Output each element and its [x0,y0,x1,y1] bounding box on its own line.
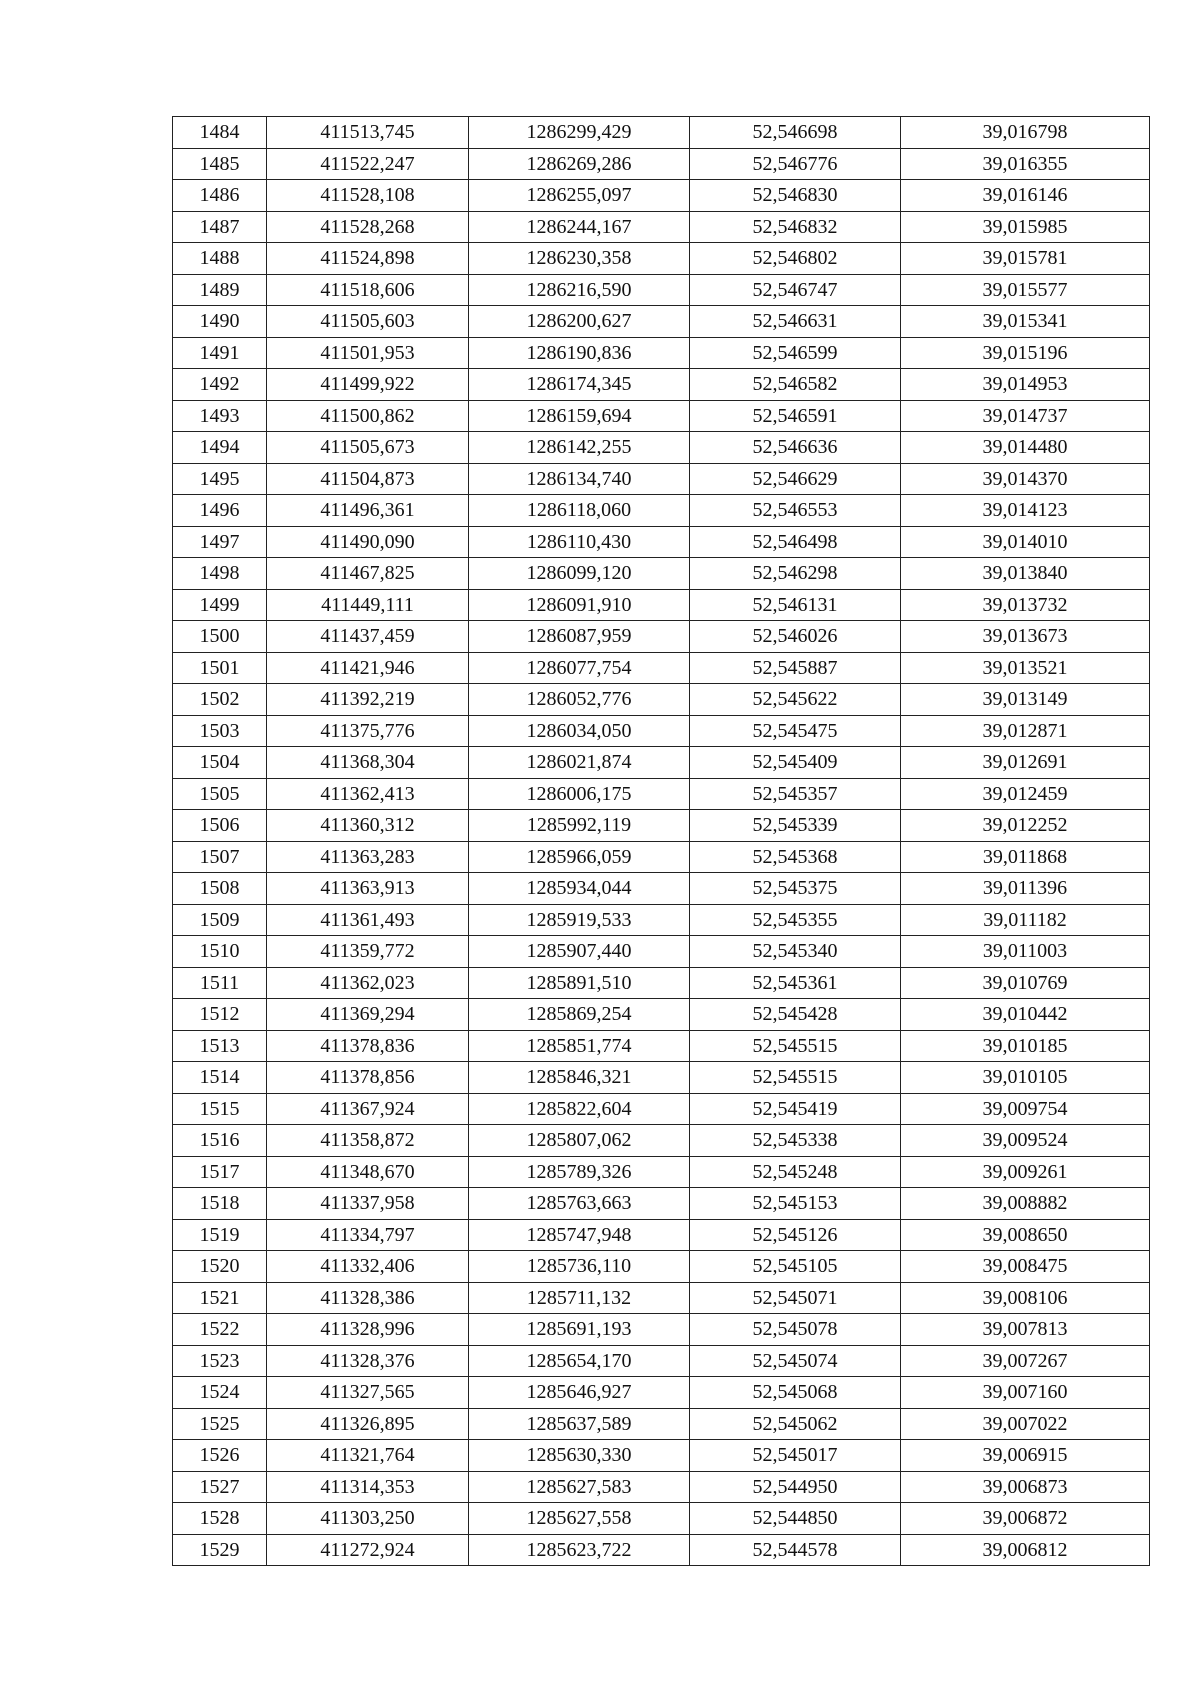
point-number-cell: 1491 [173,337,267,369]
point-number-cell: 1508 [173,873,267,905]
latitude-cell: 52,545062 [690,1408,901,1440]
y-coordinate-cell: 1285637,589 [469,1408,690,1440]
latitude-cell: 52,545340 [690,936,901,968]
latitude-cell: 52,545475 [690,715,901,747]
y-coordinate-cell: 1285891,510 [469,967,690,999]
point-number-cell: 1505 [173,778,267,810]
table-row [173,999,1150,1031]
point-number-cell: 1504 [173,747,267,779]
table-row [173,1471,1150,1503]
x-coordinate-cell: 411500,862 [267,400,469,432]
y-coordinate-cell: 1286087,959 [469,621,690,653]
latitude-cell: 52,545068 [690,1377,901,1409]
coordinates-table [172,116,1150,1566]
y-coordinate-cell: 1286230,358 [469,243,690,275]
point-number-cell: 1488 [173,243,267,275]
latitude-cell: 52,544850 [690,1503,901,1535]
latitude-cell: 52,545622 [690,684,901,716]
longitude-cell: 39,015577 [901,274,1150,306]
table-row [173,841,1150,873]
y-coordinate-cell: 1285907,440 [469,936,690,968]
x-coordinate-cell: 411368,304 [267,747,469,779]
longitude-cell: 39,011182 [901,904,1150,936]
x-coordinate-cell: 411348,670 [267,1156,469,1188]
latitude-cell: 52,544950 [690,1471,901,1503]
longitude-cell: 39,013521 [901,652,1150,684]
point-number-cell: 1502 [173,684,267,716]
latitude-cell: 52,546832 [690,211,901,243]
point-number-cell: 1522 [173,1314,267,1346]
x-coordinate-cell: 411378,836 [267,1030,469,1062]
longitude-cell: 39,006872 [901,1503,1150,1535]
table-row [173,873,1150,905]
table-row [173,715,1150,747]
point-number-cell: 1500 [173,621,267,653]
y-coordinate-cell: 1285822,604 [469,1093,690,1125]
longitude-cell: 39,008650 [901,1219,1150,1251]
table-row [173,243,1150,275]
point-number-cell: 1523 [173,1345,267,1377]
y-coordinate-cell: 1285807,062 [469,1125,690,1157]
y-coordinate-cell: 1285736,110 [469,1251,690,1283]
y-coordinate-cell: 1285747,948 [469,1219,690,1251]
point-number-cell: 1486 [173,180,267,212]
longitude-cell: 39,011396 [901,873,1150,905]
latitude-cell: 52,545355 [690,904,901,936]
x-coordinate-cell: 411326,895 [267,1408,469,1440]
latitude-cell: 52,545368 [690,841,901,873]
y-coordinate-cell: 1285630,330 [469,1440,690,1472]
x-coordinate-cell: 411363,913 [267,873,469,905]
x-coordinate-cell: 411362,413 [267,778,469,810]
y-coordinate-cell: 1286034,050 [469,715,690,747]
latitude-cell: 52,546629 [690,463,901,495]
table-row [173,180,1150,212]
point-number-cell: 1492 [173,369,267,401]
longitude-cell: 39,013732 [901,589,1150,621]
point-number-cell: 1529 [173,1534,267,1566]
latitude-cell: 52,545887 [690,652,901,684]
longitude-cell: 39,012459 [901,778,1150,810]
x-coordinate-cell: 411314,353 [267,1471,469,1503]
y-coordinate-cell: 1285691,193 [469,1314,690,1346]
latitude-cell: 52,545419 [690,1093,901,1125]
x-coordinate-cell: 411363,283 [267,841,469,873]
y-coordinate-cell: 1286006,175 [469,778,690,810]
point-number-cell: 1519 [173,1219,267,1251]
x-coordinate-cell: 411303,250 [267,1503,469,1535]
latitude-cell: 52,545338 [690,1125,901,1157]
longitude-cell: 39,015341 [901,306,1150,338]
y-coordinate-cell: 1285934,044 [469,873,690,905]
longitude-cell: 39,011868 [901,841,1150,873]
latitude-cell: 52,545515 [690,1030,901,1062]
point-number-cell: 1499 [173,589,267,621]
y-coordinate-cell: 1286091,910 [469,589,690,621]
latitude-cell: 52,545515 [690,1062,901,1094]
y-coordinate-cell: 1286200,627 [469,306,690,338]
y-coordinate-cell: 1285711,132 [469,1282,690,1314]
table-row [173,1440,1150,1472]
y-coordinate-cell: 1286077,754 [469,652,690,684]
y-coordinate-cell: 1286299,429 [469,117,690,149]
y-coordinate-cell: 1285992,119 [469,810,690,842]
point-number-cell: 1497 [173,526,267,558]
latitude-cell: 52,545248 [690,1156,901,1188]
x-coordinate-cell: 411467,825 [267,558,469,590]
latitude-cell: 52,545105 [690,1251,901,1283]
longitude-cell: 39,010185 [901,1030,1150,1062]
x-coordinate-cell: 411505,603 [267,306,469,338]
point-number-cell: 1527 [173,1471,267,1503]
x-coordinate-cell: 411528,108 [267,180,469,212]
table-row [173,652,1150,684]
table-row [173,1125,1150,1157]
longitude-cell: 39,015196 [901,337,1150,369]
x-coordinate-cell: 411496,361 [267,495,469,527]
point-number-cell: 1516 [173,1125,267,1157]
longitude-cell: 39,007267 [901,1345,1150,1377]
table-row [173,117,1150,149]
point-number-cell: 1521 [173,1282,267,1314]
point-number-cell: 1503 [173,715,267,747]
point-number-cell: 1514 [173,1062,267,1094]
y-coordinate-cell: 1285851,774 [469,1030,690,1062]
latitude-cell: 52,546591 [690,400,901,432]
y-coordinate-cell: 1286159,694 [469,400,690,432]
point-number-cell: 1489 [173,274,267,306]
point-number-cell: 1494 [173,432,267,464]
longitude-cell: 39,014123 [901,495,1150,527]
table-row [173,1062,1150,1094]
x-coordinate-cell: 411367,924 [267,1093,469,1125]
y-coordinate-cell: 1285869,254 [469,999,690,1031]
y-coordinate-cell: 1285654,170 [469,1345,690,1377]
longitude-cell: 39,016146 [901,180,1150,212]
longitude-cell: 39,011003 [901,936,1150,968]
y-coordinate-cell: 1286118,060 [469,495,690,527]
point-number-cell: 1520 [173,1251,267,1283]
longitude-cell: 39,014370 [901,463,1150,495]
point-number-cell: 1512 [173,999,267,1031]
latitude-cell: 52,546830 [690,180,901,212]
longitude-cell: 39,014737 [901,400,1150,432]
latitude-cell: 52,546698 [690,117,901,149]
y-coordinate-cell: 1285627,583 [469,1471,690,1503]
latitude-cell: 52,546498 [690,526,901,558]
latitude-cell: 52,546631 [690,306,901,338]
longitude-cell: 39,008882 [901,1188,1150,1220]
x-coordinate-cell: 411437,459 [267,621,469,653]
longitude-cell: 39,006812 [901,1534,1150,1566]
x-coordinate-cell: 411499,922 [267,369,469,401]
longitude-cell: 39,015781 [901,243,1150,275]
point-number-cell: 1485 [173,148,267,180]
latitude-cell: 52,545428 [690,999,901,1031]
y-coordinate-cell: 1286099,120 [469,558,690,590]
x-coordinate-cell: 411334,797 [267,1219,469,1251]
table-row [173,274,1150,306]
x-coordinate-cell: 411378,856 [267,1062,469,1094]
latitude-cell: 52,545071 [690,1282,901,1314]
longitude-cell: 39,012691 [901,747,1150,779]
table-row [173,337,1150,369]
coordinates-table-body [173,117,1150,1566]
y-coordinate-cell: 1286110,430 [469,526,690,558]
x-coordinate-cell: 411321,764 [267,1440,469,1472]
longitude-cell: 39,013149 [901,684,1150,716]
x-coordinate-cell: 411328,386 [267,1282,469,1314]
y-coordinate-cell: 1286174,345 [469,369,690,401]
latitude-cell: 52,545017 [690,1440,901,1472]
x-coordinate-cell: 411501,953 [267,337,469,369]
table-row [173,936,1150,968]
point-number-cell: 1487 [173,211,267,243]
point-number-cell: 1510 [173,936,267,968]
x-coordinate-cell: 411375,776 [267,715,469,747]
longitude-cell: 39,006873 [901,1471,1150,1503]
x-coordinate-cell: 411328,376 [267,1345,469,1377]
longitude-cell: 39,015985 [901,211,1150,243]
longitude-cell: 39,009261 [901,1156,1150,1188]
table-row [173,526,1150,558]
point-number-cell: 1507 [173,841,267,873]
x-coordinate-cell: 411272,924 [267,1534,469,1566]
y-coordinate-cell: 1285919,533 [469,904,690,936]
y-coordinate-cell: 1285627,558 [469,1503,690,1535]
latitude-cell: 52,545153 [690,1188,901,1220]
point-number-cell: 1528 [173,1503,267,1535]
x-coordinate-cell: 411513,745 [267,117,469,149]
x-coordinate-cell: 411327,565 [267,1377,469,1409]
table-row [173,1503,1150,1535]
longitude-cell: 39,014953 [901,369,1150,401]
y-coordinate-cell: 1286142,255 [469,432,690,464]
longitude-cell: 39,009754 [901,1093,1150,1125]
latitude-cell: 52,545078 [690,1314,901,1346]
point-number-cell: 1513 [173,1030,267,1062]
point-number-cell: 1515 [173,1093,267,1125]
table-row [173,369,1150,401]
longitude-cell: 39,006915 [901,1440,1150,1472]
point-number-cell: 1496 [173,495,267,527]
y-coordinate-cell: 1286255,097 [469,180,690,212]
longitude-cell: 39,008475 [901,1251,1150,1283]
point-number-cell: 1495 [173,463,267,495]
x-coordinate-cell: 411449,111 [267,589,469,621]
table-row [173,747,1150,779]
x-coordinate-cell: 411361,493 [267,904,469,936]
point-number-cell: 1506 [173,810,267,842]
table-row [173,1156,1150,1188]
x-coordinate-cell: 411505,673 [267,432,469,464]
longitude-cell: 39,010442 [901,999,1150,1031]
table-row [173,211,1150,243]
latitude-cell: 52,544578 [690,1534,901,1566]
table-row [173,306,1150,338]
longitude-cell: 39,016355 [901,148,1150,180]
table-row [173,1345,1150,1377]
point-number-cell: 1501 [173,652,267,684]
x-coordinate-cell: 411337,958 [267,1188,469,1220]
longitude-cell: 39,014010 [901,526,1150,558]
latitude-cell: 52,546026 [690,621,901,653]
latitude-cell: 52,545357 [690,778,901,810]
latitude-cell: 52,545126 [690,1219,901,1251]
table-row [173,810,1150,842]
point-number-cell: 1498 [173,558,267,590]
longitude-cell: 39,009524 [901,1125,1150,1157]
latitude-cell: 52,546599 [690,337,901,369]
table-row [173,684,1150,716]
x-coordinate-cell: 411332,406 [267,1251,469,1283]
latitude-cell: 52,546802 [690,243,901,275]
longitude-cell: 39,016798 [901,117,1150,149]
table-row [173,432,1150,464]
table-row [173,463,1150,495]
y-coordinate-cell: 1285789,326 [469,1156,690,1188]
latitude-cell: 52,545339 [690,810,901,842]
y-coordinate-cell: 1285623,722 [469,1534,690,1566]
x-coordinate-cell: 411369,294 [267,999,469,1031]
x-coordinate-cell: 411524,898 [267,243,469,275]
point-number-cell: 1525 [173,1408,267,1440]
longitude-cell: 39,012252 [901,810,1150,842]
point-number-cell: 1493 [173,400,267,432]
table-row [173,621,1150,653]
point-number-cell: 1484 [173,117,267,149]
latitude-cell: 52,546747 [690,274,901,306]
latitude-cell: 52,546636 [690,432,901,464]
point-number-cell: 1526 [173,1440,267,1472]
y-coordinate-cell: 1286134,740 [469,463,690,495]
table-row [173,400,1150,432]
x-coordinate-cell: 411358,872 [267,1125,469,1157]
longitude-cell: 39,007813 [901,1314,1150,1346]
longitude-cell: 39,007022 [901,1408,1150,1440]
longitude-cell: 39,014480 [901,432,1150,464]
x-coordinate-cell: 411328,996 [267,1314,469,1346]
table-row [173,1282,1150,1314]
table-row [173,1188,1150,1220]
longitude-cell: 39,012871 [901,715,1150,747]
table-row [173,558,1150,590]
point-number-cell: 1524 [173,1377,267,1409]
x-coordinate-cell: 411518,606 [267,274,469,306]
x-coordinate-cell: 411360,312 [267,810,469,842]
y-coordinate-cell: 1286216,590 [469,274,690,306]
longitude-cell: 39,008106 [901,1282,1150,1314]
latitude-cell: 52,545375 [690,873,901,905]
latitude-cell: 52,545074 [690,1345,901,1377]
longitude-cell: 39,007160 [901,1377,1150,1409]
longitude-cell: 39,010105 [901,1062,1150,1094]
latitude-cell: 52,546298 [690,558,901,590]
latitude-cell: 52,546553 [690,495,901,527]
x-coordinate-cell: 411504,873 [267,463,469,495]
y-coordinate-cell: 1285646,927 [469,1377,690,1409]
table-row [173,1534,1150,1566]
y-coordinate-cell: 1286021,874 [469,747,690,779]
longitude-cell: 39,010769 [901,967,1150,999]
point-number-cell: 1518 [173,1188,267,1220]
longitude-cell: 39,013673 [901,621,1150,653]
table-row [173,1314,1150,1346]
table-row [173,1408,1150,1440]
y-coordinate-cell: 1286269,286 [469,148,690,180]
latitude-cell: 52,546582 [690,369,901,401]
table-row [173,1030,1150,1062]
point-number-cell: 1517 [173,1156,267,1188]
table-row [173,967,1150,999]
y-coordinate-cell: 1286190,836 [469,337,690,369]
point-number-cell: 1509 [173,904,267,936]
y-coordinate-cell: 1285763,663 [469,1188,690,1220]
x-coordinate-cell: 411421,946 [267,652,469,684]
table-row [173,1093,1150,1125]
table-row [173,1219,1150,1251]
x-coordinate-cell: 411490,090 [267,526,469,558]
table-row [173,904,1150,936]
x-coordinate-cell: 411392,219 [267,684,469,716]
y-coordinate-cell: 1286244,167 [469,211,690,243]
latitude-cell: 52,545409 [690,747,901,779]
latitude-cell: 52,545361 [690,967,901,999]
table-row [173,1377,1150,1409]
x-coordinate-cell: 411362,023 [267,967,469,999]
table-row [173,148,1150,180]
latitude-cell: 52,546131 [690,589,901,621]
longitude-cell: 39,013840 [901,558,1150,590]
table-row [173,1251,1150,1283]
table-row [173,778,1150,810]
x-coordinate-cell: 411528,268 [267,211,469,243]
y-coordinate-cell: 1286052,776 [469,684,690,716]
table-row [173,495,1150,527]
table-row [173,589,1150,621]
point-number-cell: 1511 [173,967,267,999]
y-coordinate-cell: 1285966,059 [469,841,690,873]
x-coordinate-cell: 411522,247 [267,148,469,180]
latitude-cell: 52,546776 [690,148,901,180]
point-number-cell: 1490 [173,306,267,338]
x-coordinate-cell: 411359,772 [267,936,469,968]
y-coordinate-cell: 1285846,321 [469,1062,690,1094]
